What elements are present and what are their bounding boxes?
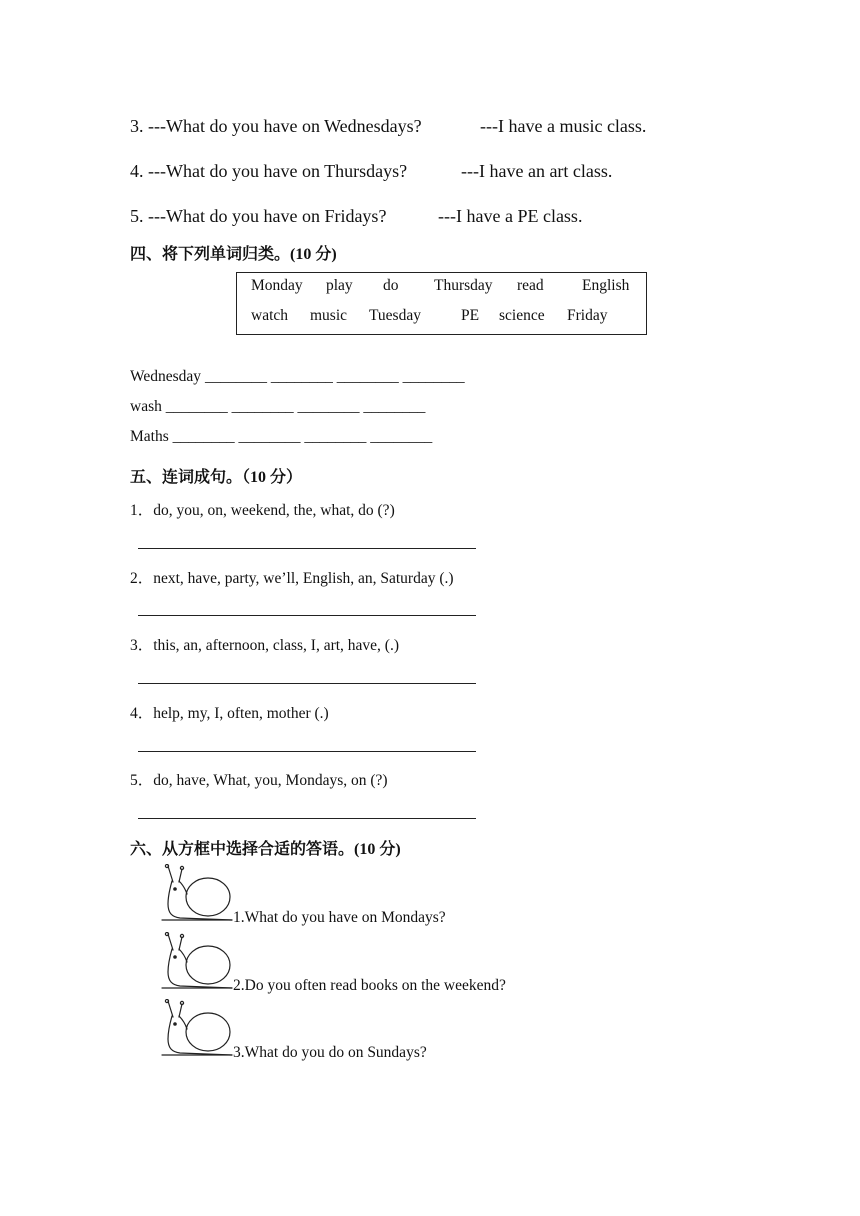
- answer-line[interactable]: [138, 683, 476, 684]
- word-box: [236, 272, 647, 335]
- sentence-item: 3．this, an, afternoon, class, I, art, have, (.): [130, 637, 400, 654]
- section4-heading: 四、将下列单词归类。(10 分): [130, 246, 337, 263]
- word-box-word: Thursday: [434, 277, 493, 294]
- choice-question: 1.What do you have on Mondays?: [233, 909, 446, 926]
- category-label: wash: [130, 398, 162, 415]
- category-blanks[interactable]: ________ ________ ________ ________: [165, 398, 426, 415]
- snail-icon[interactable]: [160, 999, 234, 1061]
- sentence-item: 4．help, my, I, often, mother (.): [130, 705, 329, 722]
- q4-question: 4. ---What do you have on Thursdays?: [130, 161, 408, 181]
- snail-icon[interactable]: [160, 864, 234, 926]
- word-box-word: PE: [461, 307, 480, 324]
- snail-icon[interactable]: [160, 932, 234, 994]
- answer-line[interactable]: [138, 615, 476, 616]
- word-box-word: Tuesday: [369, 307, 421, 324]
- section6-heading: 六、从方框中选择合适的答语。(10 分): [130, 841, 401, 858]
- category-row: [130, 368, 465, 386]
- word-box-word: watch: [251, 307, 289, 324]
- word-box-word: Friday: [567, 307, 608, 324]
- q3-answer: ---I have a music class.: [480, 116, 647, 136]
- q5-question: 5. ---What do you have on Fridays?: [130, 206, 387, 226]
- answer-line[interactable]: [138, 818, 476, 819]
- q5-answer: ---I have a PE class.: [438, 206, 583, 226]
- q3-question: 3. ---What do you have on Wednesdays?: [130, 116, 422, 136]
- sentence-item: 5．do, have, What, you, Mondays, on (?): [130, 772, 388, 789]
- word-box-word: Monday: [251, 277, 303, 294]
- word-box-word: English: [582, 277, 630, 294]
- choice-question: 2.Do you often read books on the weekend?: [233, 977, 506, 994]
- word-box-word: do: [383, 277, 399, 294]
- category-blanks[interactable]: ________ ________ ________ ________: [204, 368, 465, 385]
- answer-line[interactable]: [138, 751, 476, 752]
- sentence-item: 1．do, you, on, weekend, the, what, do (?): [130, 502, 395, 519]
- word-box-word: music: [310, 307, 348, 324]
- category-label: Maths: [130, 428, 169, 445]
- q4-answer: ---I have an art class.: [461, 161, 613, 181]
- category-row: [130, 428, 432, 446]
- section5-heading: 五、连词成句。（10 分）: [130, 469, 303, 486]
- category-label: Wednesday: [130, 368, 202, 385]
- category-blanks[interactable]: ________ ________ ________ ________: [172, 428, 433, 445]
- word-box-word: play: [326, 277, 353, 294]
- word-box-word: science: [499, 307, 545, 324]
- choice-question: 3.What do you do on Sundays?: [233, 1044, 427, 1061]
- category-row: [130, 398, 425, 416]
- answer-line[interactable]: [138, 548, 476, 549]
- word-box-word: read: [517, 277, 544, 294]
- sentence-item: 2．next, have, party, we’ll, English, an, Saturday (.): [130, 570, 454, 587]
